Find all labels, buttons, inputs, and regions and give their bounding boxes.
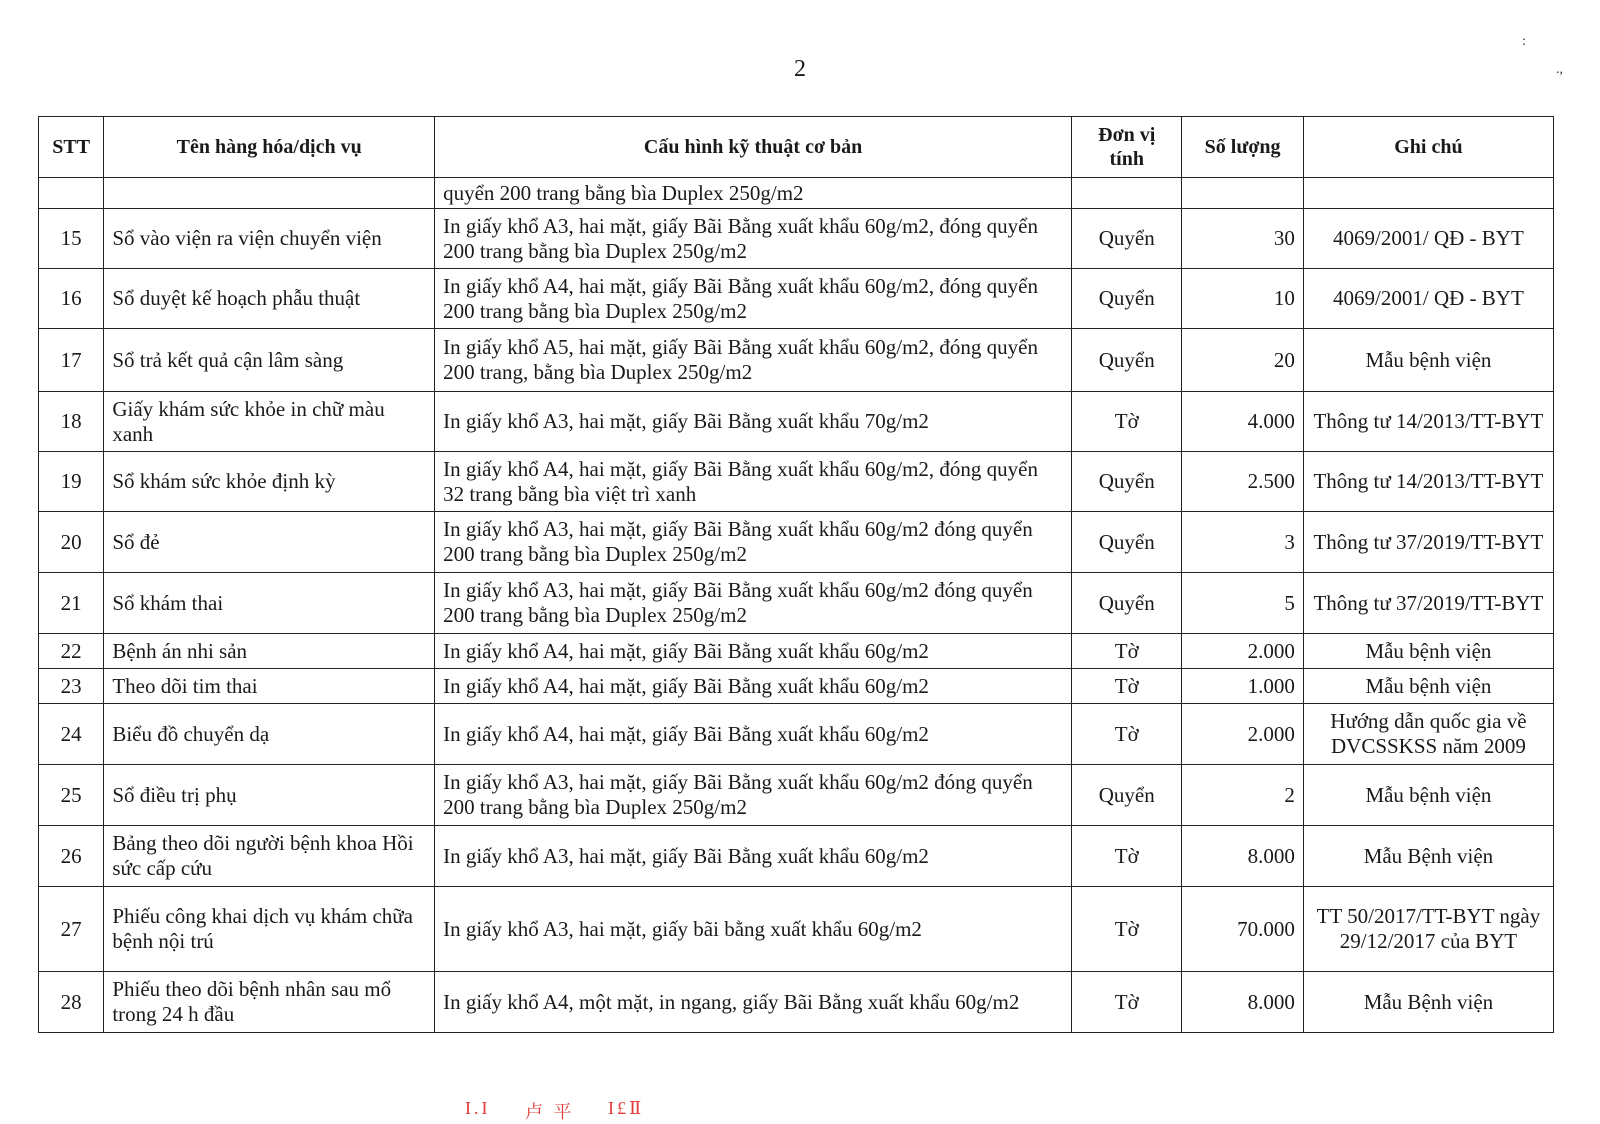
table-row <box>39 269 1554 329</box>
item-quantity: 8.000 <box>1182 972 1303 1033</box>
item-note: Mẫu bệnh viện <box>1303 329 1553 392</box>
header-name: Tên hàng hóa/dịch vụ <box>104 117 435 178</box>
item-unit: Quyển <box>1072 512 1182 573</box>
item-quantity: 70.000 <box>1182 887 1303 972</box>
item-note: Mẫu bệnh viện <box>1303 765 1553 826</box>
item-name: Theo dõi tim thai <box>104 669 435 704</box>
item-quantity: 2.500 <box>1182 452 1303 512</box>
item-name: Sổ vào viện ra viện chuyển viện <box>104 209 435 269</box>
table-header-row <box>39 117 1554 178</box>
item-spec: In giấy khổ A3, hai mặt, giấy Bãi Bằng xuất khẩu 60g/m2, đóng quyển 200 trang bằng bìa Duplex 250g/m2 <box>435 209 1072 269</box>
row-number: 26 <box>39 826 104 887</box>
item-note: Thông tư 37/2019/TT-BYT <box>1303 512 1553 573</box>
table-row <box>39 512 1554 573</box>
item-quantity: 1.000 <box>1182 669 1303 704</box>
item-note: Thông tư 37/2019/TT-BYT <box>1303 573 1553 634</box>
item-quantity: 2.000 <box>1182 634 1303 669</box>
item-note <box>1303 178 1553 209</box>
item-name: Sổ khám sức khỏe định kỳ <box>104 452 435 512</box>
item-spec: In giấy khổ A3, hai mặt, giấy Bãi Bằng xuất khẩu 60g/m2 đóng quyển 200 trang bằng bìa Duplex 250g/m2 <box>435 573 1072 634</box>
procurement-table <box>38 116 1554 1033</box>
row-number: 19 <box>39 452 104 512</box>
row-number: 25 <box>39 765 104 826</box>
item-name: Sổ duyệt kế hoạch phẫu thuật <box>104 269 435 329</box>
item-quantity: 3 <box>1182 512 1303 573</box>
table-row <box>39 972 1554 1033</box>
table-row <box>39 826 1554 887</box>
table-row <box>39 329 1554 392</box>
row-number: 16 <box>39 269 104 329</box>
header-stt: STT <box>39 117 104 178</box>
item-spec: In giấy khổ A4, một mặt, in ngang, giấy Bãi Bằng xuất khẩu 60g/m2 <box>435 972 1072 1033</box>
item-name: Phiếu theo dõi bệnh nhân sau mổ trong 24 h đầu <box>104 972 435 1033</box>
item-name: Sổ điều trị phụ <box>104 765 435 826</box>
item-note: 4069/2001/ QĐ - BYT <box>1303 209 1553 269</box>
item-spec: In giấy khổ A4, hai mặt, giấy Bãi Bằng xuất khẩu 60g/m2, đóng quyển 32 trang bằng bìa việt trì xanh <box>435 452 1072 512</box>
item-name: Biểu đồ chuyển dạ <box>104 704 435 765</box>
header-unit: Đơn vị tính <box>1072 117 1182 178</box>
item-unit: Tờ <box>1072 972 1182 1033</box>
corner-mark: : <box>1522 34 1526 49</box>
table-row <box>39 669 1554 704</box>
item-spec: quyển 200 trang bằng bìa Duplex 250g/m2 <box>435 178 1072 209</box>
item-note: Mẫu Bệnh viện <box>1303 826 1553 887</box>
table-row <box>39 392 1554 452</box>
item-quantity: 30 <box>1182 209 1303 269</box>
row-number: 20 <box>39 512 104 573</box>
item-quantity: 2 <box>1182 765 1303 826</box>
header-qty: Số lượng <box>1182 117 1303 178</box>
item-spec: In giấy khổ A4, hai mặt, giấy Bãi Bằng xuất khẩu 60g/m2 <box>435 704 1072 765</box>
item-name <box>104 178 435 209</box>
item-spec: In giấy khổ A5, hai mặt, giấy Bãi Bằng xuất khẩu 60g/m2, đóng quyển 200 trang, bằng bìa Duplex 250g/m2 <box>435 329 1072 392</box>
item-unit: Quyển <box>1072 573 1182 634</box>
row-number <box>39 178 104 209</box>
row-number: 22 <box>39 634 104 669</box>
table-row <box>39 704 1554 765</box>
table-row <box>39 887 1554 972</box>
item-unit: Tờ <box>1072 887 1182 972</box>
item-quantity: 2.000 <box>1182 704 1303 765</box>
item-quantity <box>1182 178 1303 209</box>
row-number: 23 <box>39 669 104 704</box>
item-spec: In giấy khổ A3, hai mặt, giấy Bãi Bằng xuất khẩu 60g/m2 đóng quyển 200 trang bằng bìa Duplex 250g/m2 <box>435 512 1072 573</box>
item-name: Phiếu công khai dịch vụ khám chữa bệnh nội trú <box>104 887 435 972</box>
stamp-mark: I.I <box>465 1098 491 1118</box>
table-row <box>39 634 1554 669</box>
item-spec: In giấy khổ A3, hai mặt, giấy bãi bằng xuất khẩu 60g/m2 <box>435 887 1072 972</box>
item-name: Sổ đẻ <box>104 512 435 573</box>
row-number: 17 <box>39 329 104 392</box>
row-number: 28 <box>39 972 104 1033</box>
item-note: Mẫu bệnh viện <box>1303 669 1553 704</box>
item-spec: In giấy khổ A3, hai mặt, giấy Bãi Bằng xuất khẩu 60g/m2 đóng quyển 200 trang bằng bìa Duplex 250g/m2 <box>435 765 1072 826</box>
corner-mark: ., <box>1556 62 1563 77</box>
page-number: 2 <box>794 56 806 82</box>
header-spec: Cấu hình kỹ thuật cơ bản <box>435 117 1072 178</box>
table-row <box>39 452 1554 512</box>
item-note: Mẫu bệnh viện <box>1303 634 1553 669</box>
item-quantity: 8.000 <box>1182 826 1303 887</box>
item-unit: Quyển <box>1072 269 1182 329</box>
item-name: Sổ khám thai <box>104 573 435 634</box>
item-unit: Quyển <box>1072 329 1182 392</box>
item-spec: In giấy khổ A4, hai mặt, giấy Bãi Bằng xuất khẩu 60g/m2 <box>435 634 1072 669</box>
table-row <box>39 209 1554 269</box>
item-unit: Tờ <box>1072 704 1182 765</box>
item-quantity: 4.000 <box>1182 392 1303 452</box>
item-note: TT 50/2017/TT-BYT ngày 29/12/2017 của BYT <box>1303 887 1553 972</box>
header-note: Ghi chú <box>1303 117 1553 178</box>
item-spec: In giấy khổ A4, hai mặt, giấy Bãi Bằng xuất khẩu 60g/m2 <box>435 669 1072 704</box>
item-name: Bảng theo dõi người bệnh khoa Hồi sức cấp cứu <box>104 826 435 887</box>
item-name: Sổ trả kết quả cận lâm sàng <box>104 329 435 392</box>
item-unit <box>1072 178 1182 209</box>
item-name: Giấy khám sức khỏe in chữ màu xanh <box>104 392 435 452</box>
item-note: Hướng dẫn quốc gia về DVCSSKSS năm 2009 <box>1303 704 1553 765</box>
item-note: Thông tư 14/2013/TT-BYT <box>1303 392 1553 452</box>
stamp-mark: 卢 平 <box>525 1102 575 1122</box>
item-note: 4069/2001/ QĐ - BYT <box>1303 269 1553 329</box>
table-row <box>39 573 1554 634</box>
item-unit: Quyển <box>1072 452 1182 512</box>
item-note: Mẫu Bệnh viện <box>1303 972 1553 1033</box>
table-row <box>39 178 1554 209</box>
item-unit: Quyển <box>1072 765 1182 826</box>
item-quantity: 10 <box>1182 269 1303 329</box>
item-spec: In giấy khổ A4, hai mặt, giấy Bãi Bằng xuất khẩu 60g/m2, đóng quyển 200 trang bằng bìa Duplex 250g/m2 <box>435 269 1072 329</box>
item-spec: In giấy khổ A3, hai mặt, giấy Bãi Bằng xuất khẩu 70g/m2 <box>435 392 1072 452</box>
stamp-mark: Ι£Ⅱ <box>608 1098 645 1118</box>
row-number: 18 <box>39 392 104 452</box>
item-quantity: 5 <box>1182 573 1303 634</box>
item-unit: Tờ <box>1072 669 1182 704</box>
item-quantity: 20 <box>1182 329 1303 392</box>
item-name: Bệnh án nhi sản <box>104 634 435 669</box>
item-note: Thông tư 14/2013/TT-BYT <box>1303 452 1553 512</box>
item-spec: In giấy khổ A3, hai mặt, giấy Bãi Bằng xuất khẩu 60g/m2 <box>435 826 1072 887</box>
row-number: 24 <box>39 704 104 765</box>
item-unit: Tờ <box>1072 826 1182 887</box>
item-unit: Tờ <box>1072 392 1182 452</box>
item-unit: Tờ <box>1072 634 1182 669</box>
table-row <box>39 765 1554 826</box>
row-number: 27 <box>39 887 104 972</box>
item-unit: Quyển <box>1072 209 1182 269</box>
row-number: 15 <box>39 209 104 269</box>
row-number: 21 <box>39 573 104 634</box>
